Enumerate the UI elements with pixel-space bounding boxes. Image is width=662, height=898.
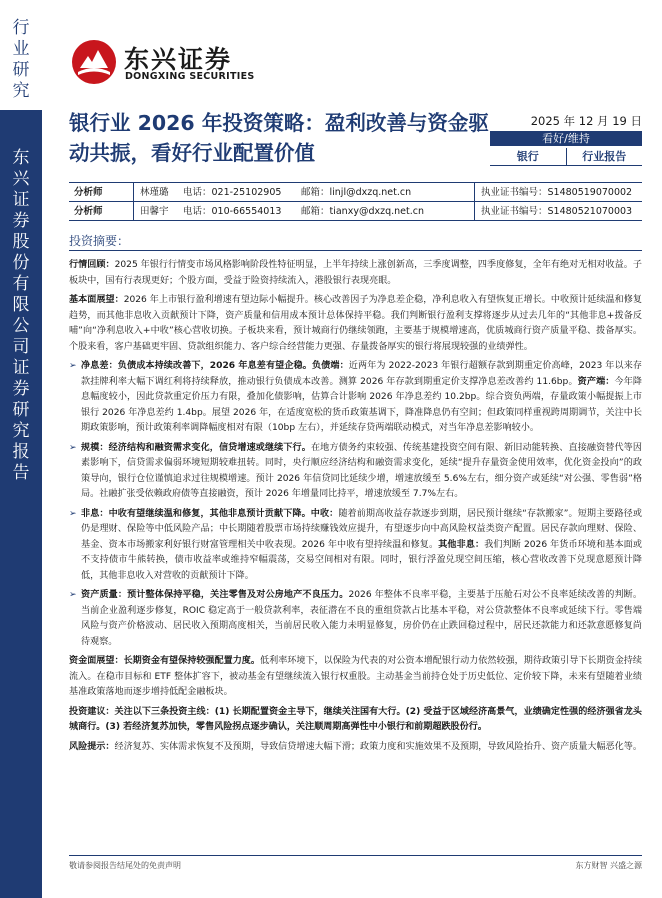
analyst-email[interactable]: 邮箱：linjl@dxzq.net.cn [301,187,412,198]
logo-name-en: DONGXING SECURITIES [125,71,255,82]
analyst-name: 林瑾璐 [133,183,169,202]
footer-divider [69,855,642,856]
analyst-row [69,202,642,221]
sidebar-category-text: 行业研究 [12,18,30,101]
para-non-interest: ➢ 非息：中收有望继续温和修复，其他非息预计贡献下降。中收：随着前期高收益存款逐步到期，居民预计继续“存款搬家”。短期主要路径或仍是理财、保险等中低风险产品；中长期随着股票市场持续赚钱效应提升，有望逐步向中高风险权益类资产配置。居民存款向理财、保险、基金、资本市场搬家利好银行财富管理相关中收表现。2026 年中收有望持续温和修复。其他非息：我们判断 2026 年货币环境和基本面或不支持债市牛熊转换，债市收益率或维持窄幅震荡，交易空间相对有限。同时，银行浮盈兑现空间压缩，核心营收改善下兑现意愿预计降低，其他非息收入对营收的贡献预计下降。 [69,508,642,581]
analyst-email[interactable]: 邮箱：tianxy@dxzq.net.cn [301,206,424,217]
sidebar-company [0,110,42,898]
analyst-role: 分析师 [74,206,103,217]
section-divider [69,250,642,251]
company-logo [70,38,255,88]
summary-heading: 投资摘要： [69,234,130,248]
para-fundamentals: 基本面展望：2026 年上市银行盈利增速有望边际小幅提升。核心改善因子为净息差企稳，净利息收入有望恢复正增长。中收预计延续温和修复趋势，而其他非息收入贡献预计下降，资产质量和信用成本预计总体保持平稳。我们判断银行盈利支撑将逐步从过去几年的“其他非息+拨备反哺”向“净利息收入+中收”核心营收切换。子板块来看，预计城商行仍继续领跑，主要基于规模增速高，优质城商行资产质量平稳、拨备厚实。个股来看，客户基础更牢固、贷款组织能力、客户综合经营能力更强、存量拨备厚实的银行将展现较强的业绩弹性。 [69,295,642,352]
analyst-phone: 电话：021-25102905 [183,187,282,198]
para-investment-advice: 投资建议：关注以下三条投资主线：(1) 长期配置资金主导下，继续关注国有大行。(2) 受益于区域经济高景气，业绩确定性强的经济强省龙头城商行。(3) 若经济复苏加快，零售风险拐点逐步确认，关注顺周期高弹性中小银行和前期超跌股份行。 [69,706,642,732]
para-market-review: 行情回顾：2025 年银行行情变市场风格影响阶段性特征明显，上半年持续上涨创新高，三季度调整，四季度修复，全年有绝对无相对收益。子板块中，国有行表现更好；个股方面，受益于险资持续流入，港股银行表现亮眼。 [69,260,642,286]
logo-name-cn: 东兴证券 [124,45,233,74]
summary-body [69,258,642,759]
analyst-name: 田馨宇 [133,202,169,221]
tag-industry: 银行 [516,150,539,163]
analyst-table [69,182,642,221]
analyst-phone: 电话：010-66554013 [183,206,282,217]
sidebar-category [0,0,42,110]
rating-badge: 看好/维持 [490,131,642,146]
arrow-bullet-icon: ➢ [69,361,77,371]
para-funding: 资金面展望：长期资金有望保持较强配置力度。低利率环境下，以保险为代表的对公资本增配银行动力依然较强，期待政策引导下长期资金持续流入。在稳市目标和 ETF 整体扩容下，被动基金有望继续流入银行权重股。主动基金当前持仓处于历史低位、定价较下降，未来有望随着业绩基准政策落地而逐步增持低配金融板块。 [69,656,642,697]
report-title: 银行业 2026 年投资策略：盈利改善与资金驱动共振，看好行业配置价值 [69,111,489,165]
sidebar-company-text: 东兴证券股份有限公司证券研究报告 [12,148,30,483]
para-asset-quality: ➢ 资产质量：预计整体保持平稳，关注零售及对公房地产不良压力。2026 年整体不良率平稳，主要基于压舱石对公不良率延续改善的判断。当前企业盈利逐步修复，ROIC 稳定高于一般贷款利率，表征潜在不良的重组贷款占比基本平稳，对公贷款整体不良率或延续下行。零售端风险与资产价格波动、居民收入预期高度相关，当前居民收入能力未明显修复，房价仍在止跌回稳过程中，居民还款能力和还款意愿修复尚待观察。 [69,590,642,647]
report-tags [490,148,642,166]
report-date: 2025 年 12 月 19 日 [530,114,642,128]
arrow-bullet-icon: ➢ [69,590,77,600]
para-scale: ➢ 规模：经济结构和融资需求变化，信贷增速或继续下行。在地方债务约束较强、传统基建投资空间有限、新旧动能转换、直接融资替代等因素影响下，信贷需求偏弱环境短期较难扭转。同时，央行顺应经济结构和融资需求变化，延续“提升存量资金使用效率，优化资金投向”的政策导向，银行仓位谨慎追求过往规模增速。预计 2026 年信贷同比延续少增，增速放缓至 5.6%左右，细分资产或延续“对公强、零售弱”格局。社融扩张受依赖政府债等直接融资，预计 2026 年增量同比持平，增速放缓至 7.7%左右。 [69,442,642,499]
dongxing-logo-icon [70,38,118,86]
para-nim: ➢ 净息差：负债成本持续改善下，2026 年息差有望企稳。负债端：近两年为 2022-2023 年银行超额存款到期重定价高峰，2023 年以来存款挂牌利率大幅下调红利将持续释放，推动银行负债成本改善。测算 2026 年存款到期重定价支撑净息差改善约 11.6bp。资产端：今年降息幅度较小，因此贷款重定价压力有限，叠加化债影响，估算合计影响 2026 年净息差约 10.2bp。综合资负两端，存量政策小幅提振上市银行 2026 年净息差约 1.4bp。展望 2026 年，在适度宽松的货币政策基调下，降准降息仍有空间；但政策同样重视跨周期调节，关注中长期政策影响，预计政策利率调降幅度相对有限（10bp 左右），并延续存贷两端联动模式，对当年净息差影响较小。 [69,361,642,433]
analyst-role: 分析师 [74,187,103,198]
arrow-bullet-icon: ➢ [69,442,77,453]
footer-disclaimer: 敬请参阅报告结尾处的免责声明 [69,861,181,870]
para-risk: 风险提示：经济复苏、实体需求恢复不及预期，导致信贷增速大幅下滑；政策力度和实施效果不及预期，导致风险抬升、资产质量大幅恶化等。 [69,741,642,752]
analyst-row [69,183,642,202]
analyst-license: 执业证书编号：S1480519070002 [474,183,632,202]
footer-slogan: 东方财智 兴盛之源 [575,861,642,870]
report-meta [490,113,642,166]
arrow-bullet-icon: ➢ [69,508,77,519]
analyst-license: 执业证书编号：S1480521070003 [474,202,632,221]
tag-report-type: 行业报告 [566,148,643,165]
